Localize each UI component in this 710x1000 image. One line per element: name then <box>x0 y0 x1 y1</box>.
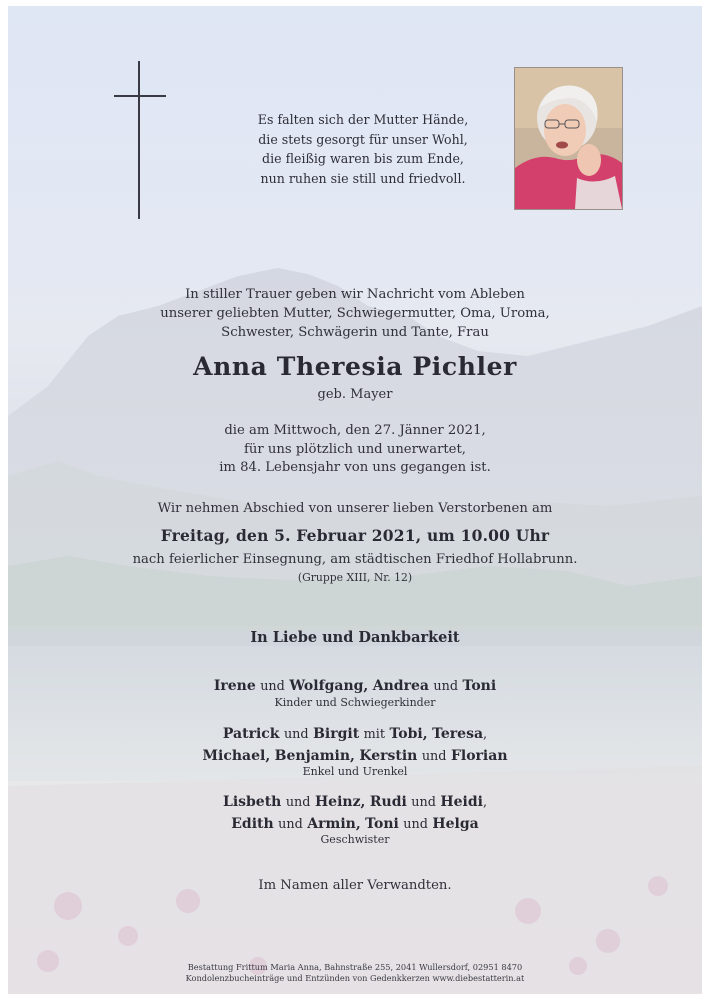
siblings-relation: Geschwister <box>320 833 390 846</box>
mourner-name: Wolfgang, <box>289 678 369 694</box>
farewell-line: Wir nehmen Abschied von unserer lieben Verstorbenen am <box>157 501 553 516</box>
grandchildren-line <box>8 746 702 768</box>
poem-line: die stets gesorgt für unser Wohl, <box>258 131 468 147</box>
maiden-name: geb. Mayer <box>317 387 393 402</box>
siblings-names <box>8 792 702 835</box>
punctuation: , <box>483 727 488 742</box>
conjunction: und <box>283 727 309 742</box>
grandchildren-names <box>8 724 702 767</box>
death-line: für uns plötzlich und unerwartet, <box>244 441 466 457</box>
mourner-name: Toni <box>462 678 497 694</box>
announcement-intro <box>8 285 702 343</box>
mourner-name: Kerstin <box>359 747 418 764</box>
mourner-name: Teresa <box>432 726 484 742</box>
mourner-name: Armin, <box>307 815 361 832</box>
siblings-line <box>8 792 702 814</box>
closing-line: Im Namen aller Verwandten. <box>258 878 452 893</box>
conjunction: mit <box>363 727 386 742</box>
mourner-name: Patrick <box>222 726 280 742</box>
mourner-name: Andrea <box>372 678 429 694</box>
mourner-name: Tobi, <box>389 726 428 742</box>
poem-line: Es falten sich der Mutter Hände, <box>257 112 469 127</box>
conjunction: und <box>411 795 436 810</box>
portrait-photo <box>514 67 623 210</box>
grandchildren-line <box>8 724 702 746</box>
mourner-name: Rudi <box>369 794 407 810</box>
conjunction: und <box>285 795 311 810</box>
grave-location: (Gruppe XIII, Nr. 12) <box>297 571 413 584</box>
intro-line: unserer geliebten Mutter, Schwiegermutter, Oma, Uroma, <box>160 306 550 322</box>
cross-icon-bar <box>114 95 166 97</box>
conjunction: und <box>433 679 459 694</box>
ceremony-location: nach feierlicher Einsegnung, am städtischen Friedhof Hollabrunn. <box>132 552 578 567</box>
siblings-line <box>8 814 702 836</box>
footer-line: Bestattung Frittum Maria Anna, Bahnstraße 255, 2041 Wullersdorf, 02951 8470 <box>187 962 523 972</box>
cross-icon <box>138 61 140 219</box>
death-notice <box>8 422 702 478</box>
conjunction: und <box>260 679 285 694</box>
funeral-home-footer <box>8 962 702 984</box>
funeral-date: Freitag, den 5. Februar 2021, um 10.00 Uhr <box>160 526 550 545</box>
conjunction: und <box>421 748 447 764</box>
deceased-name: Anna Theresia Pichler <box>193 352 517 381</box>
intro-line: Schwester, Schwägerin und Tante, Frau <box>221 325 489 341</box>
children-names <box>8 676 702 698</box>
mourner-name: Heidi <box>440 794 483 810</box>
mourner-name: Toni <box>365 815 399 832</box>
intro-line: In stiller Trauer geben wir Nachricht vom Ableben <box>185 287 525 302</box>
mourner-name: Florian <box>450 747 508 764</box>
memorial-poem <box>213 110 513 188</box>
grandchildren-relation: Enkel und Urenkel <box>302 765 408 778</box>
mourner-name: Irene <box>213 678 256 694</box>
mourner-name: Helga <box>432 815 479 832</box>
footer-line: Kondolenzbucheinträge und Entzünden von Gedenkkerzen www.diebestatterin.at <box>185 973 525 983</box>
mourner-name: Michael, <box>202 747 271 764</box>
poem-line: die fleißig waren bis zum Ende, <box>262 151 464 166</box>
children-relation: Kinder und Schwiegerkinder <box>274 696 436 709</box>
mourner-name: Heinz, <box>314 794 366 810</box>
mourner-name: Lisbeth <box>222 794 282 810</box>
conjunction: und <box>278 816 303 832</box>
mourner-name: Birgit <box>313 726 360 742</box>
death-line: die am Mittwoch, den 27. Jänner 2021, <box>224 423 486 438</box>
conjunction: und <box>403 816 428 832</box>
mourner-name: Benjamin, <box>274 747 355 764</box>
obituary-notice <box>8 6 702 994</box>
mourner-name: Edith <box>231 815 274 832</box>
death-line: im 84. Lebensjahr von uns gegangen ist. <box>219 460 491 476</box>
punctuation: , <box>482 795 488 810</box>
poem-line: nun ruhen sie still und friedvoll. <box>260 170 466 186</box>
love-line: In Liebe und Dankbarkeit <box>250 629 460 646</box>
